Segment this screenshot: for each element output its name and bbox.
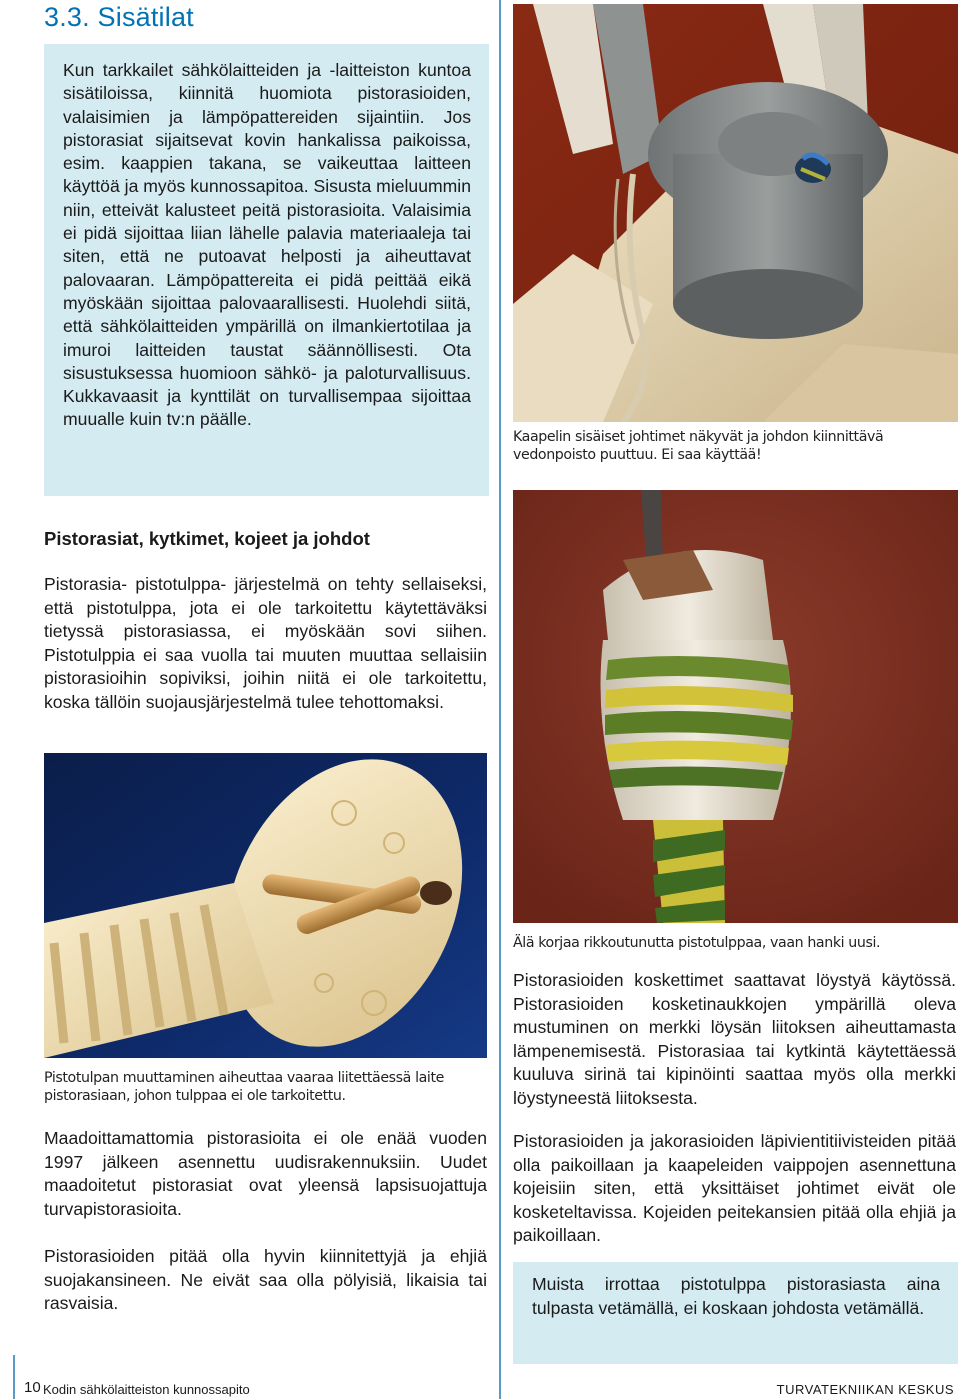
photo-caption-modified-plug: Pistotulpan muuttaminen aiheuttaa vaaraa liitettäessä laite pistorasiaan, johon tulppaa ei ole tarkoitettu. bbox=[44, 1070, 444, 1104]
footer-publisher: TURVATEKNIIKAN KESKUS bbox=[776, 1382, 954, 1397]
photo-caption-exposed-wires: Kaapelin sisäiset johtimet näkyvät ja johdon kiinnittävä vedonpoisto puuttuu. Ei saa käyttää! bbox=[513, 429, 884, 463]
paragraph-socket-condition: Pistorasioiden pitää olla hyvin kiinnitettyjä ja ehjiä suojakansineen. Ne eivät saa olla pölyisiä, likaisia tai rasvaisia. bbox=[44, 1246, 487, 1313]
page-number: 10 bbox=[24, 1379, 41, 1396]
photo-exposed-wires bbox=[513, 4, 958, 422]
info-box bbox=[44, 44, 489, 496]
paragraph-junction-boxes: Pistorasioiden ja jakorasioiden läpivientitiivisteiden pitää olla paikoillaan ja kaapeleiden vaippojen asennettuna kojeisiin siten, että yksittäiset johtimet eivät ole kosketeltavissa. Kojeiden peitekansien pitää olla ehjiä ja paikoillaan. bbox=[513, 1131, 956, 1245]
reminder-text: Muista irrottaa pistotulppa pistorasiasta aina tulpasta vetämällä, ei koskaan johdosta vetämällä. bbox=[532, 1274, 940, 1318]
column-divider bbox=[499, 0, 501, 1399]
footer-divider bbox=[13, 1355, 15, 1399]
info-box-text: Kun tarkkailet sähkölaitteiden ja -laitteiston kuntoa sisätiloissa, kiinnitä huomiota pistorasioiden, valaisimien ja lämpöpattereiden sijaintiin. Jos pistorasiat sijaitsevat kovin hankalissa paikoissa, esim. kaappien takana, se vaikeuttaa laitteen käyttöä ja myös kunnossapitoa. Sisusta mieluummin niin, etteivät kalusteet peitä pistorasioita. Valaisimia ei pidä sijoittaa liian lähelle palavia materiaaleja tai siten, että ne putoavat helposti ja aiheuttavat palovaaran. Lämpöpattereita ei pidä peittää eikä myöskään sijoittaa palovaarallisesti. Huolehdi siitä, että sähkölaitteiden ympärillä on ilmankiertotilaa ja imuroi laitteiden taustat säännöllisesti. Ota sisustuksessa huomioon sähkö- ja paloturvallisuus. Kukkavaasit ja kynttilät on turvallisempaa sijoittaa muualle kuin tv:n päälle. bbox=[63, 60, 471, 430]
paragraph-loose-contacts: Pistorasioiden koskettimet saattavat löystyä käytössä. Pistorasioiden kosketinaukkojen ympärillä oleva mustuminen on merkki löysän liitoksen aiheuttamasta lämpenemisestä. Pistorasiaa tai kytkintä käytettäessä kuuluva sirinä tai kipinöinti saattaa myös olla merkki löystyneestä liitoksesta. bbox=[513, 970, 956, 1108]
section-title: 3.3. Sisätilat bbox=[44, 2, 194, 32]
footer-document-title: Kodin sähkölaitteiston kunnossapito bbox=[43, 1382, 250, 1397]
reminder-box bbox=[513, 1262, 958, 1364]
photo-modified-plug bbox=[44, 753, 487, 1058]
photo-broken-plug bbox=[513, 490, 958, 923]
paragraph-plug-system: Pistorasia- pistotulppa- järjestelmä on tehty sellaiseksi, että pistotulppa, jota ei ole tarkoitettu käytettäväksi tietyssä pistorasiassa, ei myöskään sovi siihen. Pistotulppia ei saa vuolla tai muuten muuttaa sellaisiin pistorasioihin sopiviksi, joihin niitä ei ole tarkoitettu, koska tällöin suojausjärjestelmä tulee tehottomaksi. bbox=[44, 574, 487, 712]
paragraph-grounding: Maadoittamattomia pistorasioita ei ole enää vuoden 1997 jälkeen asennettu uudisrakennuksiin. Uudet maadoitetut pistorasiat ovat yleensä lapsisuojattuja turvapistorasioita. bbox=[44, 1128, 487, 1219]
photo-caption-broken-plug: Älä korjaa rikkoutunutta pistotulppaa, vaan hanki uusi. bbox=[513, 935, 881, 951]
section-subheading: Pistorasiat, kytkimet, kojeet ja johdot bbox=[44, 528, 370, 549]
